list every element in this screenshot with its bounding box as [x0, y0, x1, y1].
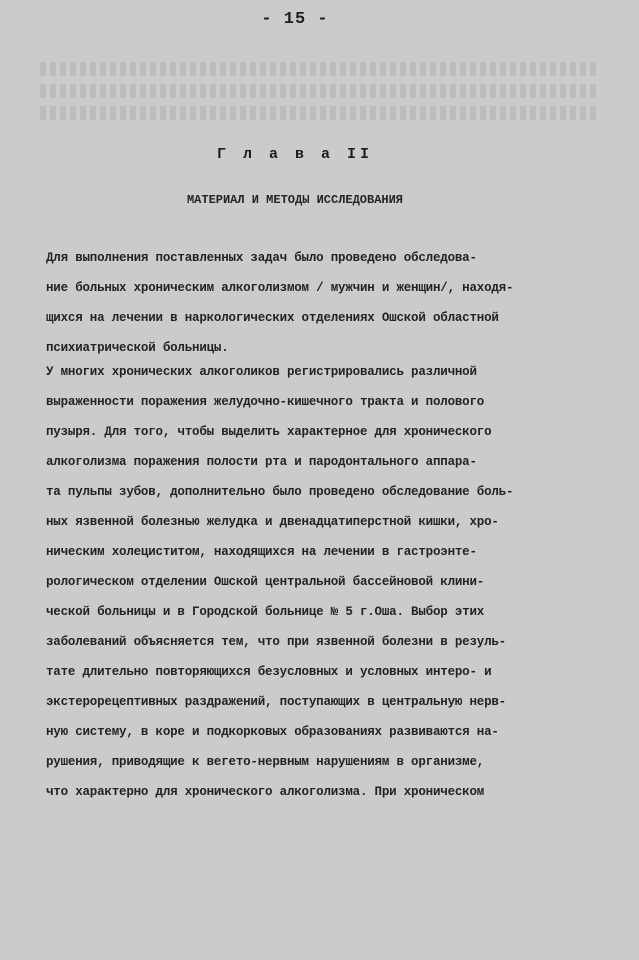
- chapter-title: Г л а в а II: [216, 146, 374, 163]
- text-line: пузыря. Для того, чтобы выделить характерное для хронического: [46, 425, 492, 439]
- text-line: выраженности поражения желудочно-кишечного тракта и полового: [46, 395, 485, 409]
- paragraph-2: [46, 357, 594, 807]
- text-line: та пульпы зубов, дополнительно было проведено обследование боль-: [46, 485, 514, 499]
- text-line: что характерно для хронического алкоголизма. При хроническом: [46, 785, 485, 799]
- text-line: Для выполнения поставленных задач было проведено обследова-: [46, 251, 477, 265]
- text-line: ную систему, в коре и подкорковых образованиях развиваются на-: [46, 725, 499, 739]
- text-line: тате длительно повторяющихся безусловных и условных интеро- и: [46, 665, 492, 679]
- bleed-through-text: [40, 62, 600, 122]
- text-line: экстерорецептивных раздражений, поступающих в центральную нерв-: [46, 695, 506, 709]
- text-line: психиатрической больницы.: [46, 341, 229, 355]
- text-line: щихся на лечении в наркологических отделениях Ошской областной: [46, 311, 499, 325]
- paragraph-1: [46, 243, 594, 363]
- text-line: рушения, приводящие к вегето-нервным нарушениям в организме,: [46, 755, 485, 769]
- text-line: ническим холециститом, находящихся на лечении в гастроэнте-: [46, 545, 477, 559]
- text-line: ческой больницы и в Городской больнице № 5 г.Оша. Выбор этих: [46, 605, 485, 619]
- page-number: - 15 -: [261, 10, 329, 29]
- section-title: МАТЕРИАЛ И МЕТОДЫ ИССЛЕДОВАНИЯ: [186, 193, 404, 207]
- text-line: заболеваний объясняется тем, что при язвенной болезни в резуль-: [46, 635, 506, 649]
- text-line: рологическом отделении Ошской центральной бассейновой клини-: [46, 575, 485, 589]
- text-line: ных язвенной болезнью желудка и двенадцатиперстной кишки, хро-: [46, 515, 499, 529]
- text-line: ние больных хроническим алкоголизмом / мужчин и женщин/, находя-: [46, 281, 514, 295]
- text-line: алкоголизма поражения полости рта и пародонтального аппара-: [46, 455, 477, 469]
- text-line: У многих хронических алкоголиков регистрировались различной: [46, 365, 477, 379]
